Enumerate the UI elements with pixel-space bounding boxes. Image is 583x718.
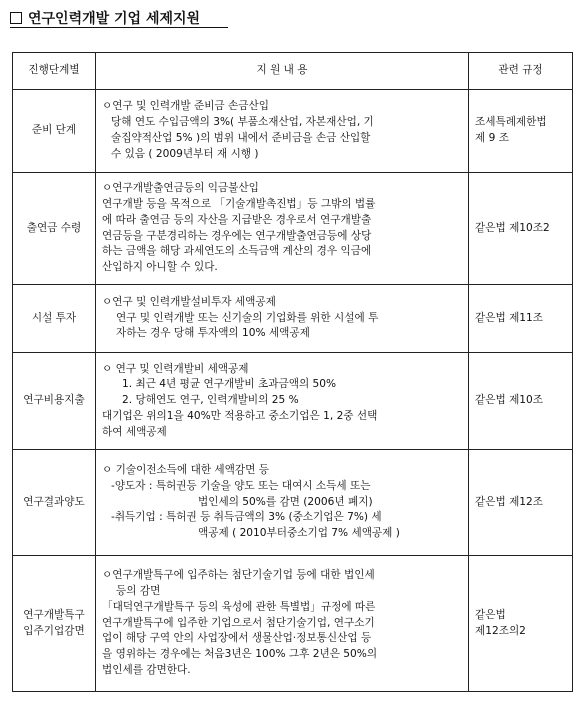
table-row [13,285,573,353]
table-row [13,90,573,173]
page-title [10,8,200,28]
stage-cell: 연구개발특구 입주기업감면 [13,556,96,692]
stage-cell: 준비 단계 [13,90,96,173]
header-row [13,53,573,90]
law-cell: 같은법 제12조의2 [469,556,573,692]
header-stage: 진행단계별 [13,53,96,90]
stage-cell: 연구결과양도 [13,450,96,556]
law-cell: 같은법 제10조 [469,353,573,450]
header-support: 지 원 내 용 [96,53,469,90]
header-law: 관련 규정 [469,53,573,90]
support-content: ㅇ연구 및 인력개발설비투자 세액공제 연구 및 인력개발 또는 신기술의 기업화를 위한 시설에 투 자하는 경우 당해 투자액의 10% 세액공제 [96,285,469,353]
support-content: ㅇ연구개발특구에 입주하는 첨단기술기업 등에 대한 법인세 등의 감면 「대덕연구개발특구 등의 육성에 관한 특별법」규정에 따른 연구개발특구에 입주한 기업으로서 첨단기술기업, 연구소기 업이 해당 구역 안의 사업장에서 생물산업·정보통신산업 등 을 영위하는 경우에는 처음3년은 100% 그후 2년은 50%의 법인세를 감면한다. [96,556,469,692]
support-content: ㅇ 연구 및 인력개발비 세액공제 1. 최근 4년 평균 연구개발비 초과금액의 50% 2. 당해연도 연구, 인력개발비의 25 % 대기업은 위의1을 40%만 적용하고 중소기업은 1, 2중 선택 하여 세액공제 [96,353,469,450]
checkbox-square-icon [10,12,22,24]
table-row [13,353,573,450]
law-cell: 같은법 제12조 [469,450,573,556]
support-content: ㅇ연구개발출연금등의 익금불산입 연구개발 등을 목적으로 「기술개발촉진법」등 그밖의 법률 에 따라 출연금 등의 자산을 지급받은 경우로서 연구개발출 연금등을 구분경리하는 경우에는 연구개발출연금등에 상당 하는 금액을 해당 과세연도의 소득금액 계산의 경우 익금에 산입하지 아니할 수 있다. [96,173,469,285]
law-cell: 같은법 제11조 [469,285,573,353]
table-row [13,556,573,692]
law-cell: 같은법 제10조2 [469,173,573,285]
stage-cell: 출연금 수령 [13,173,96,285]
title-underline [10,27,228,28]
support-content: ㅇ 기술이전소득에 대한 세액감면 등 -양도자 : 특허권등 기술을 양도 또는 대여시 소득세 또는 법인세의 50%를 감면 (2006년 폐지) -취득기업 : 특허권 등 취득금액의 3% (중소기업은 7%) 세 액공제 ( 2010부터중소기업 7% 세액공제 ) [96,450,469,556]
table-row [13,173,573,285]
table-row [13,450,573,556]
page-title-text: 연구인력개발 기업 세제지원 [28,11,201,27]
law-cell: 조세특례제한법 제 9 조 [469,90,573,173]
stage-cell: 시설 투자 [13,285,96,353]
tax-support-table [12,52,573,692]
stage-cell: 연구비용지출 [13,353,96,450]
support-content: ㅇ연구 및 인력개발 준비금 손금산입 당해 연도 수입금액의 3%( 부품소재산업, 자본재산업, 기 술집약적산업 5% )의 범위 내에서 준비금을 손금 산입할 수 있음 ( 2009년부터 재 시행 ) [96,90,469,173]
